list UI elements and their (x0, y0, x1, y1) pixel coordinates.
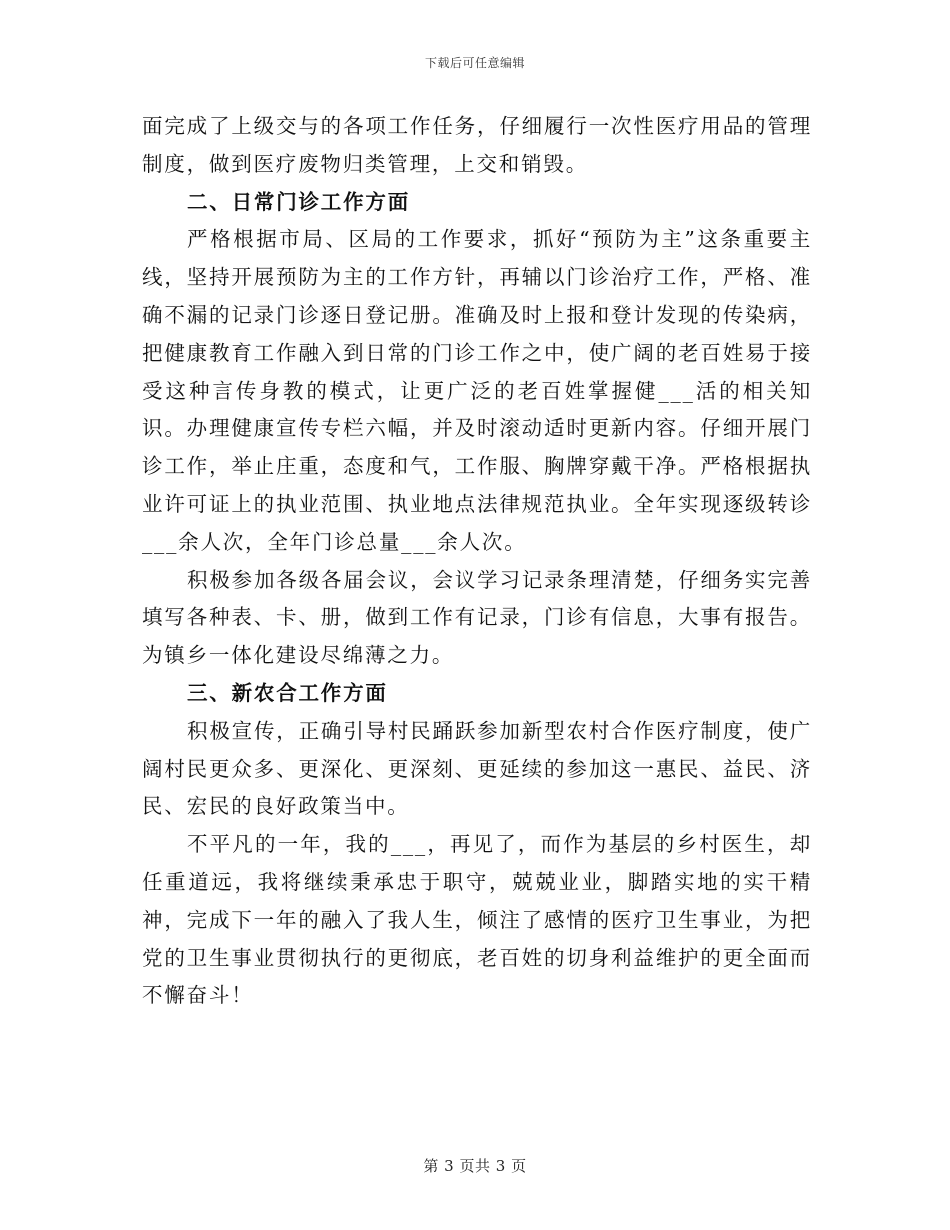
page-header: 下载后可任意编辑 (424, 56, 525, 70)
paragraph-rural-cooperative: 积极宣传，正确引导村民踊跃参加新型农村合作医疗制度，使广阔村民更众多、更深化、更深刻、更延续的参加这一惠民、益民、济民、宏民的良好政策当中。 (142, 718, 812, 819)
paragraph-outpatient-work: 严格根据市局、区局的工作要求，抓好“预防为主”这条重要主线，坚持开展预防为主的工作方针，再辅以门诊治疗工作，严格、准确不漏的记录门诊逐日登记册。准确及时上报和登计发现的传染病，把健康教育工作融入到日常的门诊工作之中，使广阔的老百姓易于接受这种言传身教的模式，让更广泛的老百姓掌握健___活的相关知识。办理健康宣传专栏六幅，并及时滚动适时更新内容。仔细开展门诊工作，举止庄重，态度和气，工作服、胸牌穿戴干净。严格根据执业许可证上的执业范围、执业地点法律规范执业。全年实现逐级转诊___余人次，全年门诊总量___余人次。 (142, 227, 812, 554)
paragraph-conclusion: 不平凡的一年，我的___，再见了，而作为基层的乡村医生，却任重道远，我将继续秉承忠于职守，兢兢业业，脚踏实地的实干精神，完成下一年的融入了我人生，倾注了感情的医疗卫生事业，为把党的卫生事业贯彻执行的更彻底，老百姓的切身利益维护的更全面而不懈奋斗！ (142, 832, 812, 1008)
paragraph-continuation: 面完成了上级交与的各项工作任务，仔细履行一次性医疗用品的管理制度，做到医疗废物归类管理，上交和销毁。 (142, 114, 812, 176)
page-number: 第 3 页共 3 页 (423, 1157, 527, 1175)
document-body (142, 108, 812, 1015)
paragraph-meetings: 积极参加各级各届会议，会议学习记录条理清楚，仔细务实完善填写各种表、卡、册，做到工作有记录，门诊有信息，大事有报告。为镇乡一体化建设尽绵薄之力。 (142, 567, 812, 668)
section-heading-rural-cooperative: 三、新农合工作方面 (187, 680, 388, 705)
section-heading-outpatient: 二、日常门诊工作方面 (187, 189, 410, 214)
